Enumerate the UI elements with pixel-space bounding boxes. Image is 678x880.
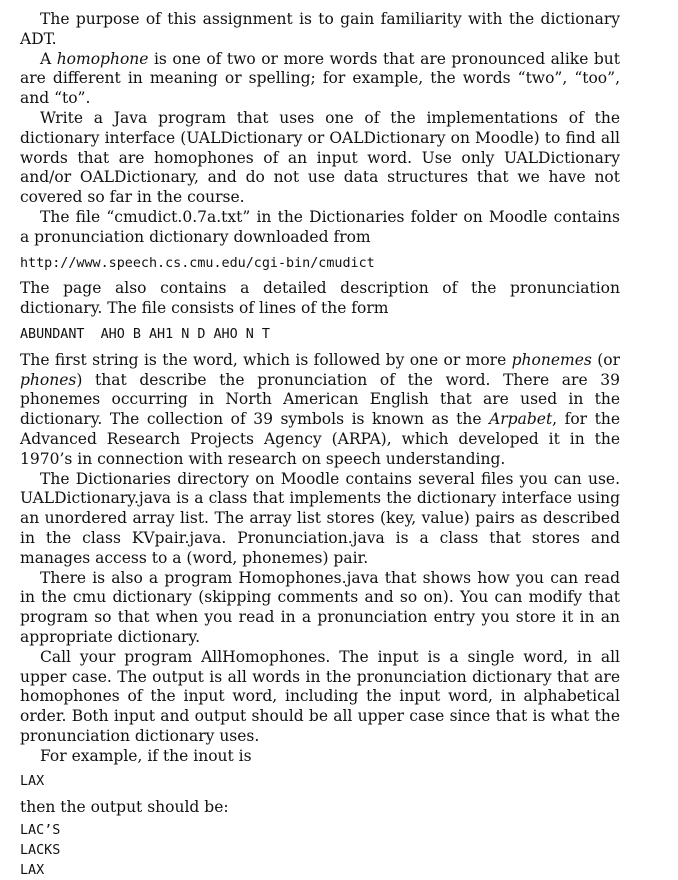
paragraph-dictionaries-directory: The Dictionaries directory on Moodle contains several files you can use. UALDictionary.java is a class that implements the dictionary interface using an unordered array list. The array list stores (key, value) pairs as described in the class KVpair.java. Pronunciation.java is a class that stores and manages access to a (word, phonemes) pair. xyxy=(20,469,620,567)
paragraph-example-intro: For example, if the inout is xyxy=(40,746,252,765)
term-homophone: homophone xyxy=(56,49,149,68)
input-example: LAX xyxy=(20,774,45,790)
paragraph-purpose: The purpose of this assignment is to gain familiarity with the dictionary ADT. xyxy=(20,10,620,48)
paragraph-homophones-program: There is also a program Homophones.java that shows how you can read in the cmu dictionary (skipping comments and so on). You can modify that program so that when you read in a pronunciation entry you store it in an appropriate dictionary. xyxy=(20,568,620,646)
paragraph-allhomophones: Call your program AllHomophones. The input is a single word, in all upper case. The output is all words in the pronunciation dictionary that are homophones of the input word, including the input word, in alphabetical order. Both input and output should be all upper case since that is what the pronunciation dictionary uses. xyxy=(20,647,620,745)
term-phonemes: phonemes xyxy=(511,350,592,369)
paragraph-homophone-definition: A homophone is one of two or more words that are pronounced alike but are different in meaning or spelling; for example, the words “two”, “too”, and “to”. xyxy=(20,49,620,108)
paragraph-task: Write a Java program that uses one of the implementations of the dictionary interface (UALDictionary or OALDictionary on Moodle) to find all words that are homophones of an input word. Use only UALDictionary and/or OALDictionary, and do not use data structures that we have not covered so far in the course. xyxy=(20,108,620,207)
paragraph-page-description: The page also contains a detailed description of the pronunciation dictionary. The file consists of lines of the form xyxy=(20,279,620,318)
output-example-line: LACKS xyxy=(20,842,61,858)
cmudict-url[interactable]: http://www.speech.cs.cmu.edu/cgi-bin/cmudict xyxy=(20,255,375,271)
term-phones: phones xyxy=(20,370,77,389)
output-example-line: LAC’S xyxy=(20,823,61,839)
assignment-document xyxy=(20,10,620,880)
example-dictionary-line: ABUNDANT AHO B AH1 N D AHO N T xyxy=(20,326,270,342)
term-arpabet: Arpabet xyxy=(489,410,553,429)
output-example-line: LAX xyxy=(20,862,45,878)
paragraph-file: The file “cmudict.0.7a.txt” in the Dictionaries folder on Moodle contains a pronunciation dictionary downloaded from xyxy=(20,207,620,246)
paragraph-output-intro: then the output should be: xyxy=(20,798,229,817)
paragraph-phonemes: The first string is the word, which is followed by one or more phonemes (or phones) that describe the pronunciation of the word. There are 39 phonemes occurring in North American English that are used in the dictionary. The collection of 39 symbols is known as the Arpabet, for the Advanced Research Projects Agency (ARPA), which developed it in the 1970’s in connection with research on speech understanding. xyxy=(20,350,620,468)
